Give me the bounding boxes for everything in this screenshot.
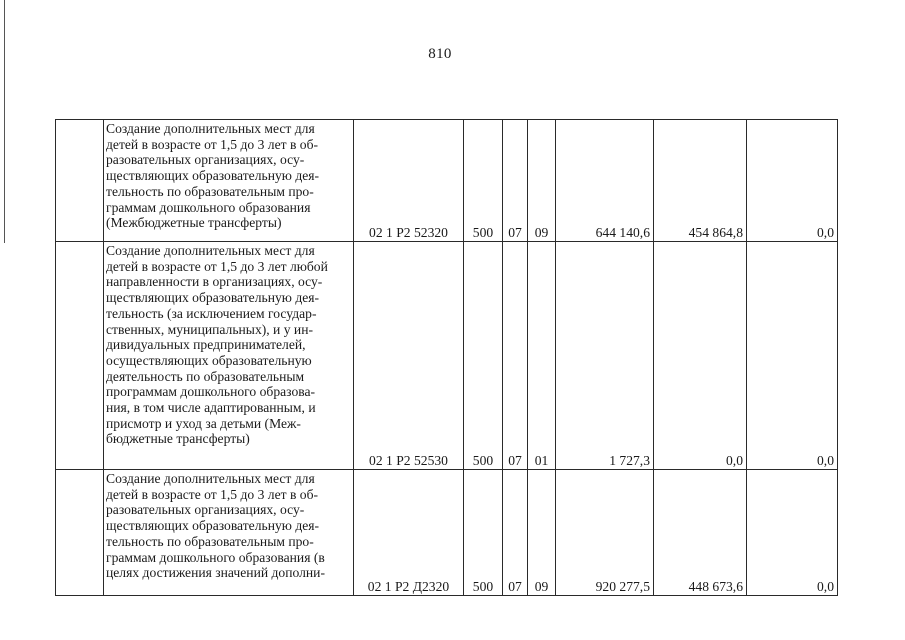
section-cell: 07: [503, 242, 528, 470]
amount-2-cell: 448 673,6: [654, 470, 747, 596]
amount-2-cell: 454 864,8: [654, 120, 747, 242]
section-cell: 07: [503, 120, 528, 242]
amount-1-cell: 644 140,6: [556, 120, 654, 242]
left-margin-line: [4, 0, 5, 243]
target-code-cell: 02 1 Р2 52320: [354, 120, 464, 242]
expense-type-cell: 500: [464, 242, 503, 470]
amount-1-cell: 920 277,5: [556, 470, 654, 596]
index-cell: [56, 470, 104, 596]
index-cell: [56, 242, 104, 470]
subsection-cell: 09: [528, 470, 556, 596]
table-row: [56, 470, 838, 596]
subsection-cell: 01: [528, 242, 556, 470]
subsection-cell: 09: [528, 120, 556, 242]
amount-3-cell: 0,0: [747, 470, 838, 596]
index-cell: [56, 120, 104, 242]
amount-2-cell: 0,0: [654, 242, 747, 470]
target-code-cell: 02 1 Р2 Д2320: [354, 470, 464, 596]
expense-type-cell: 500: [464, 120, 503, 242]
amount-3-cell: 0,0: [747, 242, 838, 470]
description-cell: Создание дополнительных мест для детей в возрасте от 1,5 до 3 лет в об- разовательных организациях, осу- ществляющих образовательную дея- тельность по образовательным про- граммам дошкольного образования (в целях достижения значений дополни-: [104, 470, 354, 596]
description-cell: Создание дополнительных мест для детей в возрасте от 1,5 до 3 лет любой направленности в организациях, осу- ществляющих образовательную дея- тельность (за исключением государ- ственных, муниципальных), и у ин- дивидуальных предпринимателей, осуществляющих образовательную деятельность по образовательным программам дошкольного образова- ния, в том числе адаптированным, и присмотр и уход за детьми (Меж- бюджетные трансферты): [104, 242, 354, 470]
amount-3-cell: 0,0: [747, 120, 838, 242]
description-cell: Создание дополнительных мест для детей в возрасте от 1,5 до 3 лет в об- разовательных организациях, осу- ществляющих образовательную дея- тельность по образовательным про- граммам дошкольного образования (Межбюджетные трансферты): [104, 120, 354, 242]
expense-type-cell: 500: [464, 470, 503, 596]
page-number: 810: [428, 46, 452, 62]
budget-table: [55, 119, 838, 596]
amount-1-cell: 1 727,3: [556, 242, 654, 470]
table-row: [56, 242, 838, 470]
section-cell: 07: [503, 470, 528, 596]
table-row: [56, 120, 838, 242]
target-code-cell: 02 1 Р2 52530: [354, 242, 464, 470]
